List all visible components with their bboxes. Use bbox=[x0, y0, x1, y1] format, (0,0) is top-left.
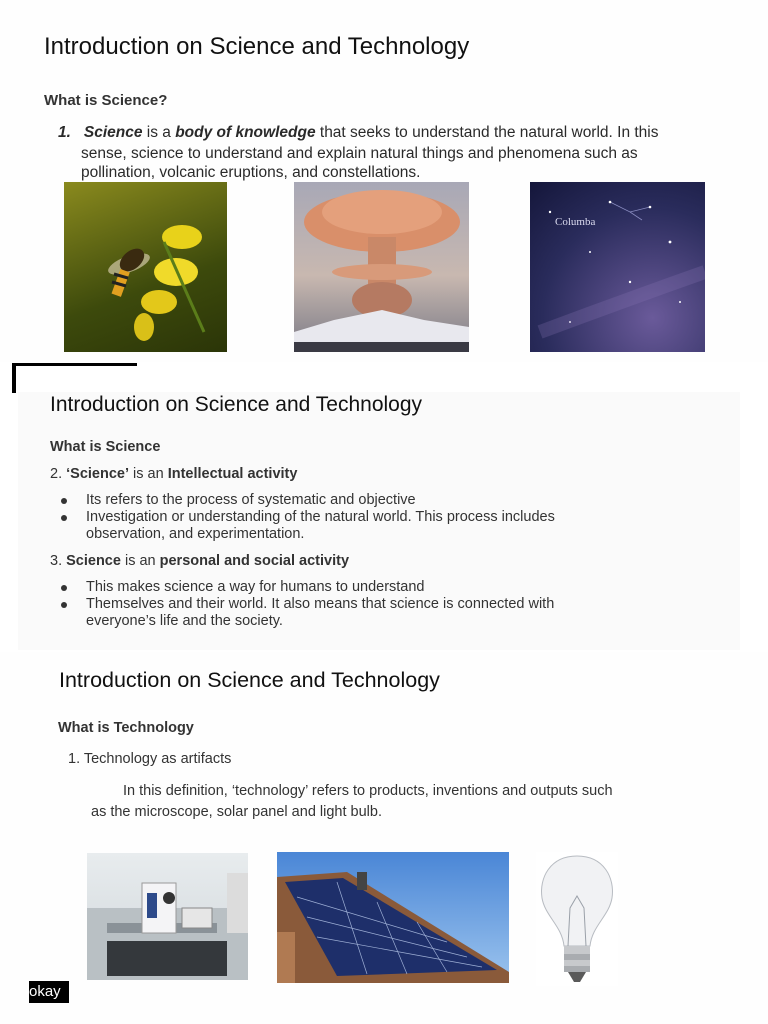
section-subtitle: What is Science bbox=[50, 439, 161, 455]
bullet-icon bbox=[61, 515, 67, 521]
microscope-lab-image bbox=[87, 853, 248, 980]
term-body-of-knowledge: body of knowledge bbox=[175, 124, 316, 141]
item-intellectual-activity bbox=[50, 466, 297, 482]
bullet-icon bbox=[61, 585, 67, 591]
text: is an bbox=[120, 553, 160, 569]
text: is an bbox=[129, 466, 168, 482]
technology-definition-line2: as the microscope, solar panel and light bulb. bbox=[91, 804, 382, 820]
term-science: Science bbox=[83, 124, 143, 141]
slide-technology-artifacts bbox=[0, 652, 768, 1024]
slide-science-body-of-knowledge bbox=[0, 0, 768, 362]
volcanic-eruption-image bbox=[294, 182, 469, 352]
bullet-text: This makes science a way for humans to understand bbox=[86, 579, 425, 595]
term-personal-social-activity: personal and social activity bbox=[159, 553, 350, 569]
constellation-label: Columba bbox=[555, 216, 596, 228]
term-intellectual-activity: Intellectual activity bbox=[167, 466, 298, 482]
constellation-image bbox=[530, 182, 705, 352]
solar-panel-roof-image bbox=[277, 852, 509, 983]
bullet-icon bbox=[61, 498, 67, 504]
slide-science-activity bbox=[18, 392, 740, 650]
text: 3. bbox=[50, 553, 67, 569]
section-title: Introduction on Science and Technology bbox=[59, 668, 440, 692]
light-bulb-image bbox=[536, 852, 618, 986]
bullet-text: Themselves and their world. It also means that science is connected with bbox=[86, 596, 555, 612]
science-definition-line3: pollination, volcanic eruptions, and constellations. bbox=[81, 164, 421, 181]
item-number: 1. bbox=[58, 124, 71, 141]
term-science: ‘Science’ bbox=[66, 466, 129, 482]
bullet-text-continued: observation, and experimentation. bbox=[86, 526, 305, 542]
section-title: Introduction on Science and Technology bbox=[50, 393, 423, 416]
okay-label[interactable]: okay bbox=[29, 981, 69, 1003]
bullet-icon bbox=[61, 602, 67, 608]
technology-definition-line1: In this definition, ‘technology’ refers to products, inventions and outputs such bbox=[123, 783, 613, 799]
section-title: Introduction on Science and Technology bbox=[44, 33, 470, 60]
section-subtitle: What is Science? bbox=[44, 92, 168, 109]
science-definition-line2: sense, science to understand and explain natural things and phenomena such as bbox=[81, 145, 638, 162]
item-personal-social-activity bbox=[50, 553, 349, 569]
bee-on-flower-image bbox=[64, 182, 227, 352]
selection-marker-edge bbox=[12, 363, 16, 393]
technology-item-1: 1. Technology as artifacts bbox=[68, 751, 232, 767]
bullet-text: Its refers to the process of systematic and objective bbox=[86, 492, 416, 508]
section-subtitle: What is Technology bbox=[58, 720, 194, 736]
text: is a bbox=[142, 124, 176, 141]
bullet-text: Investigation or understanding of the natural world. This process includes bbox=[86, 509, 555, 525]
text: 2. bbox=[50, 466, 67, 482]
selection-marker bbox=[12, 363, 137, 366]
text: that seeks to understand the natural world. In this bbox=[315, 124, 659, 141]
term-science: Science bbox=[66, 553, 121, 569]
science-definition-line1 bbox=[58, 124, 659, 142]
bullet-text-continued: everyone’s life and the society. bbox=[86, 613, 283, 629]
